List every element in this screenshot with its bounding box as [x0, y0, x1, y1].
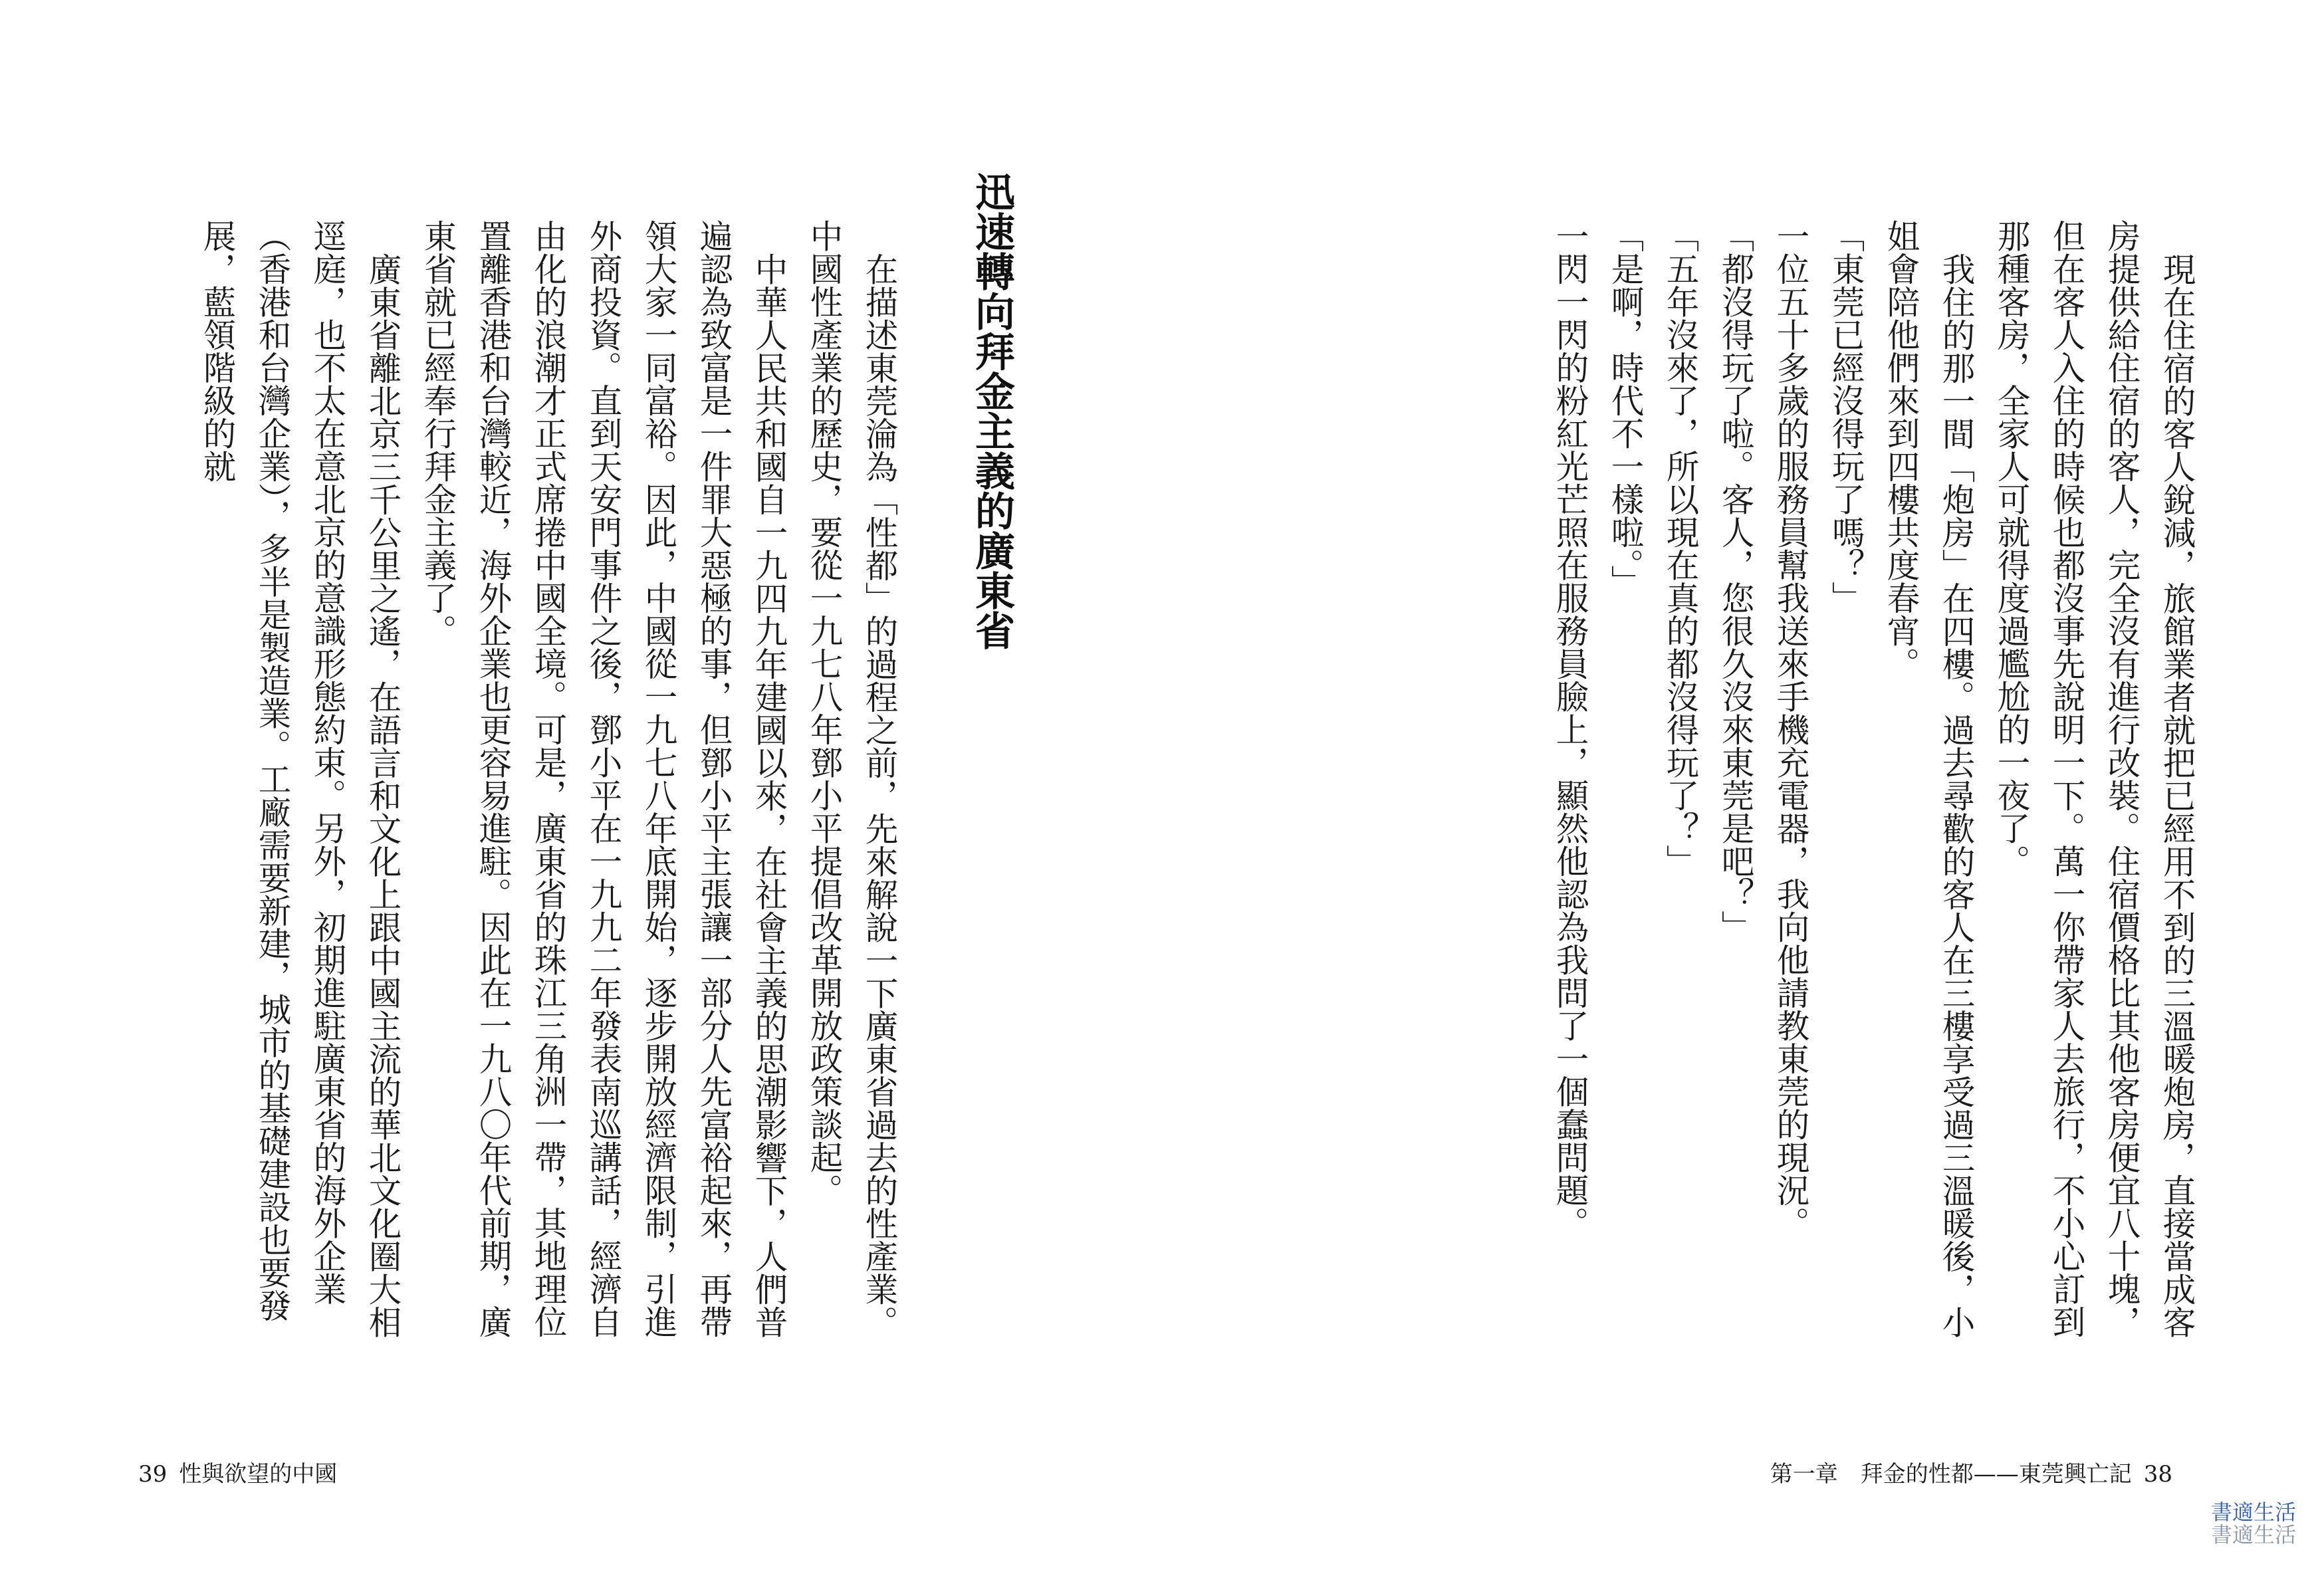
right-page — [1162, 0, 2324, 1570]
paragraph: 中華人民共和國自一九四九年建國以來，在社會主義的思潮影響下，人們普遍認為致富是一件罪大惡極的事，但鄧小平主張讓一部分人先富裕起來，再帶領大家一同富裕。因此，中國從一九七八年底開始，逐步開放經濟限制，引進外商投資。直到天安門事件之後，鄧小平在一九九二年發表南巡講話，經濟自由化的浪潮才正式席捲中國全境。可是，廣東省的珠江三角洲一帶，其地理位置離香港和台灣較近，海外企業也更容易進駐。因此在一九八〇年代前期，廣東省就已經奉行拜金主義了。 — [419, 219, 788, 1338]
watermark-line: 書適生活 — [2210, 1500, 2296, 1525]
paragraph: 廣東省離北京三千公里之遙，在語言和文化上跟中國主流的華北文化圈大相逕庭，也不太在意北京的意識形態約束。另外，初期進駐廣東省的海外企業（香港和台灣企業），多半是製造業。工廠需要新建，城市的基礎建設也要發展，藍領階級的就 — [198, 219, 402, 1338]
watermark — [2211, 1501, 2296, 1546]
dialogue-line: 「五年沒來了，所以現在真的都沒得玩了？」 — [1661, 219, 1700, 877]
left-footer — [126, 1456, 337, 1488]
running-title: 性與欲望的中國 — [179, 1461, 338, 1488]
paragraph: 我住的那一間「炮房」在四樓。過去尋歡的客人在三樓享受過三溫暖後，小姐會陪他們來到四樓共度春宵。 — [1882, 219, 1976, 1338]
paragraph: 一位五十多歲的服務員幫我送來手機充電器，我向他請教東莞的現況。 — [1772, 219, 1810, 1240]
page-number: 39 — [138, 1461, 168, 1488]
chapter-title: 第一章 拜金的性都——東莞興亡記 — [1770, 1461, 2132, 1488]
dialogue-line: 「是啊，時代不一樣啦。」 — [1606, 219, 1645, 598]
right-body-text — [1400, 219, 2204, 1349]
right-footer — [1770, 1456, 2184, 1488]
paragraph: 一閃一閃的粉紅光芒照在服務員臉上，顯然他認為我問了一個蠢問題。 — [1551, 219, 1589, 1240]
paragraph: 在描述東莞淪為「性都」的過程之前，先來解說一下廣東省過去的性產業。中國性產業的歷史，要從一九七八年鄧小平提倡改革開放政策談起。 — [805, 219, 899, 1338]
paragraph: 現在住宿的客人銳減，旅館業者就把已經用不到的三溫暖炮房，直接當成客房提供給住宿的客人，完全沒有進行改裝。住宿價格比其他客房便宜八十塊，但在客人入住的時候也都沒事先說明一下。萬一你帶家人去旅行，不小心訂到那種客房，全家人可就得度過尷尬的一夜了。 — [1992, 219, 2196, 1338]
watermark-line: 書適生活 — [2210, 1522, 2296, 1547]
left-body-text — [139, 219, 907, 1349]
dialogue-line: 「東莞已經沒得玩了嗎？」 — [1827, 219, 1865, 614]
section-heading: 迅速轉向拜金主義的廣東省 — [969, 171, 1015, 650]
dialogue-line: 「都沒得玩了啦。客人，您很久沒來東莞是吧？」 — [1716, 219, 1755, 943]
page-number: 38 — [2143, 1461, 2172, 1488]
